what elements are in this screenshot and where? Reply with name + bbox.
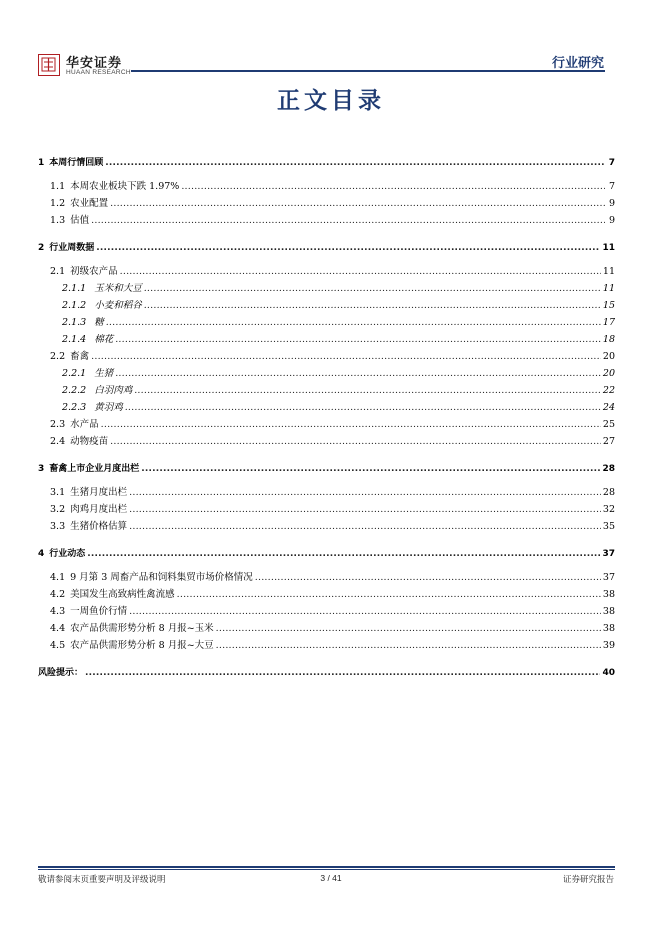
toc-entry-title: 棉花 xyxy=(94,334,114,345)
toc-entry[interactable] xyxy=(38,417,615,433)
toc-entry-number: 4.5 xyxy=(50,640,66,651)
toc-entry-page: 11 xyxy=(602,243,615,253)
toc-entry-number: 3.2 xyxy=(50,504,66,515)
huaan-seal-icon xyxy=(38,54,60,76)
toc-dot-leader xyxy=(101,417,601,433)
toc-dot-leader xyxy=(105,155,605,171)
toc-entry-page: 27 xyxy=(602,436,615,447)
toc-dot-leader xyxy=(120,264,601,280)
toc-entry[interactable] xyxy=(38,638,615,654)
toc-entry-page: 28 xyxy=(602,464,615,474)
toc-entry-title: 估值 xyxy=(70,215,90,226)
toc-entry-number: 2.1.3 xyxy=(62,317,87,328)
toc-entry-number: 4.3 xyxy=(50,606,66,617)
toc-entry-number: 2.2 xyxy=(50,351,66,362)
toc-entry-page: 9 xyxy=(608,215,615,226)
toc-entry-number: 2.3 xyxy=(50,419,66,430)
huaan-logo xyxy=(38,52,138,80)
toc-entry-page: 28 xyxy=(602,487,615,498)
toc-entry[interactable] xyxy=(38,366,615,382)
toc-dot-leader xyxy=(141,461,600,477)
page-title: 正文目录 xyxy=(277,88,385,114)
footer-disclaimer: 敬请参阅末页重要声明及评级说明 xyxy=(38,875,166,885)
toc-dot-leader xyxy=(91,213,605,229)
toc-entry[interactable] xyxy=(38,461,615,477)
toc-entry-page: 38 xyxy=(602,606,615,617)
toc-entry-number: 2.1.4 xyxy=(62,334,87,345)
toc-dot-leader xyxy=(115,366,601,382)
toc-entry-title: 玉米和大豆 xyxy=(94,283,142,294)
toc-entry-page: 20 xyxy=(602,351,615,362)
logo-english-name: HUAAN RESEARCH xyxy=(66,69,131,76)
toc-entry-page: 38 xyxy=(602,623,615,634)
toc-entry-page: 9 xyxy=(608,198,615,209)
toc-entry-number: 1 xyxy=(38,158,45,168)
toc-entry[interactable] xyxy=(38,281,615,297)
toc-dot-leader xyxy=(115,332,601,348)
toc-entry-title: 水产品 xyxy=(70,419,99,430)
toc-entry-page: 7 xyxy=(608,158,615,168)
toc-dot-leader xyxy=(125,400,601,416)
header-rule xyxy=(131,70,605,72)
toc-entry-page: 18 xyxy=(602,334,615,345)
toc-entry-number: 1.3 xyxy=(50,215,66,226)
toc-entry-number: 3 xyxy=(38,464,45,474)
toc-entry-number: 2.1.1 xyxy=(62,283,87,294)
toc-entry-number: 1.2 xyxy=(50,198,66,209)
toc-entry-page: 38 xyxy=(602,589,615,600)
toc-entry-number: 2.1 xyxy=(50,266,66,277)
toc-entry[interactable] xyxy=(38,315,615,331)
page-header xyxy=(0,0,662,80)
toc-entry-page: 20 xyxy=(602,368,615,379)
toc-entry-page: 25 xyxy=(602,419,615,430)
toc-dot-leader xyxy=(181,179,605,195)
toc-entry-title: 一周鱼价行情 xyxy=(70,606,128,617)
toc-dot-leader xyxy=(91,349,601,365)
toc-entry-title: 本周农业板块下跌 1.97% xyxy=(70,181,180,192)
toc-entry-page: 32 xyxy=(602,504,615,515)
toc-entry-page: 22 xyxy=(602,385,615,396)
toc-entry-page: 7 xyxy=(608,181,615,192)
page-number: 3 / 41 xyxy=(320,873,342,883)
toc-entry-title: 白羽肉鸡 xyxy=(94,385,133,396)
toc-entry-number: 1.1 xyxy=(50,181,66,192)
toc-dot-leader xyxy=(106,315,601,331)
toc-entry-title: 行业周数据 xyxy=(49,243,95,253)
toc-entry[interactable] xyxy=(38,570,615,586)
toc-entry[interactable] xyxy=(38,298,615,314)
toc-entry-title: 肉鸡月度出栏 xyxy=(70,504,128,515)
toc-dot-leader xyxy=(216,638,601,654)
toc-entry-page: 15 xyxy=(602,300,615,311)
toc-entry-number: 4.4 xyxy=(50,623,66,634)
toc-entry-title: 糖 xyxy=(94,317,104,328)
toc-entry-number: 4 xyxy=(38,549,45,559)
toc-entry[interactable] xyxy=(38,213,615,229)
toc-entry-title: 小麦和稻谷 xyxy=(94,300,142,311)
toc-entry-page: 37 xyxy=(602,549,615,559)
toc-entry[interactable] xyxy=(38,179,615,195)
toc-entry[interactable] xyxy=(38,240,615,256)
toc-dot-leader xyxy=(129,519,601,535)
toc-entry-title: 生猪月度出栏 xyxy=(70,487,128,498)
toc-dot-leader xyxy=(216,621,601,637)
toc-entry-number: 2.2.1 xyxy=(62,368,87,379)
toc-entry[interactable] xyxy=(38,621,615,637)
toc-entry-page: 11 xyxy=(602,283,615,294)
toc-entry-title: 农业配置 xyxy=(70,198,109,209)
toc-entry-title: 畜禽 xyxy=(70,351,90,362)
toc-dot-leader xyxy=(255,570,601,586)
toc-entry-title: 本周行情回顾 xyxy=(49,158,104,168)
toc-dot-leader xyxy=(134,383,601,399)
toc-entry-number: 4.2 xyxy=(50,589,66,600)
logo-chinese-name: 华安证券 xyxy=(66,56,123,71)
toc-entry[interactable] xyxy=(38,264,615,280)
toc-entry[interactable] xyxy=(38,434,615,450)
toc-dot-leader xyxy=(96,240,600,256)
toc-entry[interactable] xyxy=(38,519,615,535)
toc-entry[interactable] xyxy=(38,349,615,365)
toc-entry[interactable] xyxy=(38,383,615,399)
toc-dot-leader xyxy=(129,604,601,620)
toc-entry-page: 37 xyxy=(602,572,615,583)
footer-rule xyxy=(38,866,615,868)
toc-entry-title: 畜禽上市企业月度出栏 xyxy=(49,464,140,474)
toc-entry-title: 农产品供需形势分析 8 月报~大豆 xyxy=(70,640,214,651)
toc-entry-title: 生猪价格估算 xyxy=(70,521,128,532)
toc-entry[interactable] xyxy=(38,587,615,603)
toc-entry[interactable] xyxy=(38,196,615,212)
toc-dot-leader xyxy=(87,546,600,562)
footer-rule-thin xyxy=(38,869,615,870)
toc-entry-number: 2.1.2 xyxy=(62,300,87,311)
toc-entry-page: 40 xyxy=(602,668,615,678)
toc-entry-title: 9 月第 3 周畜产品和饲料集贸市场价格情况 xyxy=(70,572,253,583)
toc-entry[interactable] xyxy=(38,485,615,501)
toc-entry[interactable] xyxy=(38,332,615,348)
toc-dot-leader xyxy=(110,434,601,450)
toc-dot-leader xyxy=(129,502,601,518)
toc-entry-number: 2.2.2 xyxy=(62,385,87,396)
toc-entry[interactable] xyxy=(38,665,615,681)
toc-entry-title: 行业动态 xyxy=(49,549,86,559)
toc-entry-number: 2.2.3 xyxy=(62,402,87,413)
toc-entry-number: 4.1 xyxy=(50,572,66,583)
toc-dot-leader xyxy=(177,587,601,603)
toc-entry-number: 2 xyxy=(38,243,45,253)
toc-entry-title: 初级农产品 xyxy=(70,266,118,277)
toc-entry[interactable] xyxy=(38,546,615,562)
toc-entry-number: 3.3 xyxy=(50,521,66,532)
toc-entry[interactable] xyxy=(38,155,615,171)
toc-dot-leader xyxy=(110,196,605,212)
toc-entry-number: 3.1 xyxy=(50,487,66,498)
toc-entry-page: 35 xyxy=(602,521,615,532)
toc-dot-leader xyxy=(144,281,601,297)
toc-dot-leader xyxy=(144,298,601,314)
toc-entry-page: 24 xyxy=(602,402,615,413)
toc-entry[interactable] xyxy=(38,604,615,620)
toc-entry-page: 17 xyxy=(602,317,615,328)
toc-entry[interactable] xyxy=(38,502,615,518)
toc-entry-title: 美国发生高致病性禽流感 xyxy=(70,589,175,600)
report-category: 行业研究 xyxy=(551,56,604,71)
footer-doc-type: 证券研究报告 xyxy=(562,875,614,885)
toc-dot-leader xyxy=(129,485,601,501)
toc-entry-number: 2.4 xyxy=(50,436,66,447)
toc-dot-leader xyxy=(85,665,600,681)
toc-entry-title: 农产品供需形势分析 8 月报~玉米 xyxy=(70,623,214,634)
toc-entry-title: 黄羽鸡 xyxy=(94,402,123,413)
toc-entry-title: 动物疫苗 xyxy=(70,436,109,447)
toc-entry[interactable] xyxy=(38,400,615,416)
toc-entry-title: 风险提示： xyxy=(38,668,84,678)
toc-entry-title: 生猪 xyxy=(94,368,114,379)
toc-entry-page: 11 xyxy=(602,266,615,277)
toc-entry-page: 39 xyxy=(602,640,615,651)
